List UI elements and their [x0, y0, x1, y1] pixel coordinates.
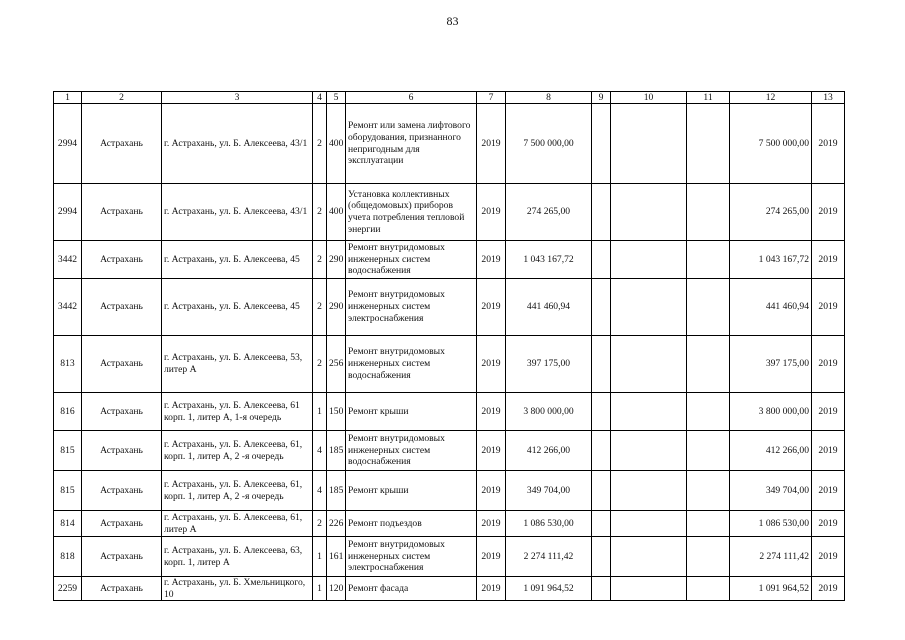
- cell-year: 2019: [477, 241, 506, 279]
- cell-floors: 1: [313, 577, 327, 601]
- cell-apartments: 185: [327, 471, 346, 511]
- cell-reg-number: 815: [54, 471, 82, 511]
- cell-total-cost: 349 704,00: [506, 471, 592, 511]
- cell-address: г. Астрахань, ул. Б. Алексеева, 43/1: [162, 104, 313, 184]
- capital-repair-table: [53, 91, 845, 601]
- cell-fund-cost: 1 086 530,00: [730, 511, 812, 537]
- cell-floors: 2: [313, 279, 327, 336]
- cell-reg-number: 813: [54, 336, 82, 393]
- cell-year: 2019: [477, 577, 506, 601]
- cell-reg-number: 815: [54, 431, 82, 471]
- cell-year: 2019: [477, 537, 506, 577]
- cell-floors: 2: [313, 336, 327, 393]
- cell-reg-number: 2994: [54, 104, 82, 184]
- cell-col-10: [611, 104, 687, 184]
- cell-col-10: [611, 241, 687, 279]
- cell-col-11: [687, 577, 730, 601]
- cell-city: Астрахань: [82, 104, 162, 184]
- cell-apartments: 226: [327, 511, 346, 537]
- cell-address: г. Астрахань, ул. Б. Алексеева, 61, корп. 1, литер А, 2 -я очередь: [162, 471, 313, 511]
- table-row: [54, 393, 845, 431]
- cell-col-9: [592, 279, 611, 336]
- cell-reg-number: 818: [54, 537, 82, 577]
- cell-work-type: Ремонт или замена лифтового оборудования, признанного непригодным для эксплуатации: [346, 104, 477, 184]
- cell-col-10: [611, 537, 687, 577]
- cell-year: 2019: [477, 511, 506, 537]
- cell-col-9: [592, 241, 611, 279]
- table-row: [54, 336, 845, 393]
- cell-col-11: [687, 537, 730, 577]
- cell-reg-number: 3442: [54, 279, 82, 336]
- cell-col-10: [611, 184, 687, 241]
- cell-total-cost: 1 086 530,00: [506, 511, 592, 537]
- cell-col-11: [687, 184, 730, 241]
- cell-year: 2019: [477, 104, 506, 184]
- cell-city: Астрахань: [82, 511, 162, 537]
- column-header: 2: [82, 92, 162, 104]
- cell-total-cost: 397 175,00: [506, 336, 592, 393]
- cell-apartments: 400: [327, 104, 346, 184]
- cell-city: Астрахань: [82, 393, 162, 431]
- table-row: [54, 431, 845, 471]
- cell-total-cost: 1 091 964,52: [506, 577, 592, 601]
- table-row: [54, 184, 845, 241]
- column-header: 5: [327, 92, 346, 104]
- cell-col-9: [592, 393, 611, 431]
- column-header: 10: [611, 92, 687, 104]
- table-row: [54, 241, 845, 279]
- cell-apartments: 256: [327, 336, 346, 393]
- cell-city: Астрахань: [82, 577, 162, 601]
- cell-col-11: [687, 393, 730, 431]
- column-header: 3: [162, 92, 313, 104]
- cell-col-10: [611, 577, 687, 601]
- table-row: [54, 537, 845, 577]
- column-header: 6: [346, 92, 477, 104]
- cell-fund-cost: 274 265,00: [730, 184, 812, 241]
- cell-address: г. Астрахань, ул. Б. Хмельницкого, 10: [162, 577, 313, 601]
- column-header: 8: [506, 92, 592, 104]
- cell-total-cost: 274 265,00: [506, 184, 592, 241]
- cell-col-9: [592, 184, 611, 241]
- cell-year-completion: 2019: [812, 336, 845, 393]
- table-row: [54, 511, 845, 537]
- cell-col-9: [592, 431, 611, 471]
- cell-col-10: [611, 336, 687, 393]
- cell-address: г. Астрахань, ул. Б. Алексеева, 43/1: [162, 184, 313, 241]
- cell-year: 2019: [477, 471, 506, 511]
- cell-year-completion: 2019: [812, 184, 845, 241]
- cell-address: г. Астрахань, ул. Б. Алексеева, 45: [162, 279, 313, 336]
- cell-year-completion: 2019: [812, 511, 845, 537]
- cell-fund-cost: 441 460,94: [730, 279, 812, 336]
- column-header: 7: [477, 92, 506, 104]
- cell-total-cost: 1 043 167,72: [506, 241, 592, 279]
- cell-floors: 2: [313, 511, 327, 537]
- cell-fund-cost: 2 274 111,42: [730, 537, 812, 577]
- cell-work-type: Ремонт внутридомовых инженерных систем водоснабжения: [346, 336, 477, 393]
- cell-fund-cost: 7 500 000,00: [730, 104, 812, 184]
- cell-work-type: Ремонт крыши: [346, 471, 477, 511]
- cell-city: Астрахань: [82, 279, 162, 336]
- cell-col-10: [611, 393, 687, 431]
- cell-apartments: 150: [327, 393, 346, 431]
- cell-fund-cost: 1 091 964,52: [730, 577, 812, 601]
- cell-city: Астрахань: [82, 537, 162, 577]
- cell-floors: 2: [313, 241, 327, 279]
- cell-apartments: 290: [327, 241, 346, 279]
- cell-year-completion: 2019: [812, 241, 845, 279]
- column-header: 1: [54, 92, 82, 104]
- cell-total-cost: 441 460,94: [506, 279, 592, 336]
- cell-fund-cost: 412 266,00: [730, 431, 812, 471]
- cell-col-9: [592, 336, 611, 393]
- cell-fund-cost: 397 175,00: [730, 336, 812, 393]
- cell-address: г. Астрахань, ул. Б. Алексеева, 45: [162, 241, 313, 279]
- cell-col-11: [687, 471, 730, 511]
- cell-floors: 1: [313, 393, 327, 431]
- cell-city: Астрахань: [82, 241, 162, 279]
- cell-city: Астрахань: [82, 431, 162, 471]
- cell-total-cost: 412 266,00: [506, 431, 592, 471]
- cell-year-completion: 2019: [812, 537, 845, 577]
- cell-year-completion: 2019: [812, 393, 845, 431]
- cell-apartments: 120: [327, 577, 346, 601]
- cell-work-type: Установка коллективных (общедомовых) приборов учета потребления тепловой энергии: [346, 184, 477, 241]
- cell-col-9: [592, 537, 611, 577]
- cell-fund-cost: 1 043 167,72: [730, 241, 812, 279]
- cell-year: 2019: [477, 393, 506, 431]
- cell-total-cost: 7 500 000,00: [506, 104, 592, 184]
- cell-col-11: [687, 336, 730, 393]
- cell-fund-cost: 349 704,00: [730, 471, 812, 511]
- cell-work-type: Ремонт внутридомовых инженерных систем водоснабжения: [346, 431, 477, 471]
- cell-reg-number: 816: [54, 393, 82, 431]
- table-row: [54, 577, 845, 601]
- cell-col-10: [611, 431, 687, 471]
- cell-work-type: Ремонт внутридомовых инженерных систем электроснабжения: [346, 279, 477, 336]
- cell-address: г. Астрахань, ул. Б. Алексеева, 53, литер А: [162, 336, 313, 393]
- cell-col-10: [611, 279, 687, 336]
- cell-col-10: [611, 511, 687, 537]
- cell-work-type: Ремонт крыши: [346, 393, 477, 431]
- cell-year-completion: 2019: [812, 471, 845, 511]
- cell-year-completion: 2019: [812, 431, 845, 471]
- cell-address: г. Астрахань, ул. Б. Алексеева, 61, литер А: [162, 511, 313, 537]
- cell-year: 2019: [477, 184, 506, 241]
- cell-col-11: [687, 279, 730, 336]
- cell-col-11: [687, 431, 730, 471]
- cell-col-11: [687, 104, 730, 184]
- cell-apartments: 161: [327, 537, 346, 577]
- cell-reg-number: 3442: [54, 241, 82, 279]
- cell-col-9: [592, 511, 611, 537]
- cell-col-10: [611, 471, 687, 511]
- cell-floors: 2: [313, 184, 327, 241]
- cell-year-completion: 2019: [812, 577, 845, 601]
- table-row: [54, 279, 845, 336]
- cell-city: Астрахань: [82, 336, 162, 393]
- cell-year: 2019: [477, 431, 506, 471]
- cell-col-9: [592, 577, 611, 601]
- cell-address: г. Астрахань, ул. Б. Алексеева, 61 корп. 1, литер А, 1-я очередь: [162, 393, 313, 431]
- column-header: 12: [730, 92, 812, 104]
- cell-reg-number: 2259: [54, 577, 82, 601]
- cell-city: Астрахань: [82, 184, 162, 241]
- table-body: [54, 104, 845, 601]
- table-row: [54, 471, 845, 511]
- cell-col-9: [592, 104, 611, 184]
- cell-work-type: Ремонт подъездов: [346, 511, 477, 537]
- cell-col-11: [687, 241, 730, 279]
- cell-reg-number: 814: [54, 511, 82, 537]
- cell-col-9: [592, 471, 611, 511]
- cell-year-completion: 2019: [812, 279, 845, 336]
- cell-total-cost: 3 800 000,00: [506, 393, 592, 431]
- cell-floors: 1: [313, 537, 327, 577]
- cell-year-completion: 2019: [812, 104, 845, 184]
- cell-floors: 4: [313, 471, 327, 511]
- cell-apartments: 400: [327, 184, 346, 241]
- cell-address: г. Астрахань, ул. Б. Алексеева, 63, корп. 1, литер А: [162, 537, 313, 577]
- cell-total-cost: 2 274 111,42: [506, 537, 592, 577]
- page-number: 83: [446, 14, 459, 28]
- table-row: [54, 104, 845, 184]
- column-header: 4: [313, 92, 327, 104]
- header-row: [54, 92, 845, 104]
- cell-year: 2019: [477, 279, 506, 336]
- cell-work-type: Ремонт внутридомовых инженерных систем водоснабжения: [346, 241, 477, 279]
- cell-col-11: [687, 511, 730, 537]
- cell-year: 2019: [477, 336, 506, 393]
- cell-apartments: 185: [327, 431, 346, 471]
- cell-work-type: Ремонт внутридомовых инженерных систем электроснабжения: [346, 537, 477, 577]
- column-header: 9: [592, 92, 611, 104]
- cell-apartments: 290: [327, 279, 346, 336]
- cell-city: Астрахань: [82, 471, 162, 511]
- column-header: 11: [687, 92, 730, 104]
- cell-reg-number: 2994: [54, 184, 82, 241]
- column-header: 13: [812, 92, 845, 104]
- cell-address: г. Астрахань, ул. Б. Алексеева, 61, корп. 1, литер А, 2 -я очередь: [162, 431, 313, 471]
- cell-floors: 4: [313, 431, 327, 471]
- cell-fund-cost: 3 800 000,00: [730, 393, 812, 431]
- cell-work-type: Ремонт фасада: [346, 577, 477, 601]
- cell-floors: 2: [313, 104, 327, 184]
